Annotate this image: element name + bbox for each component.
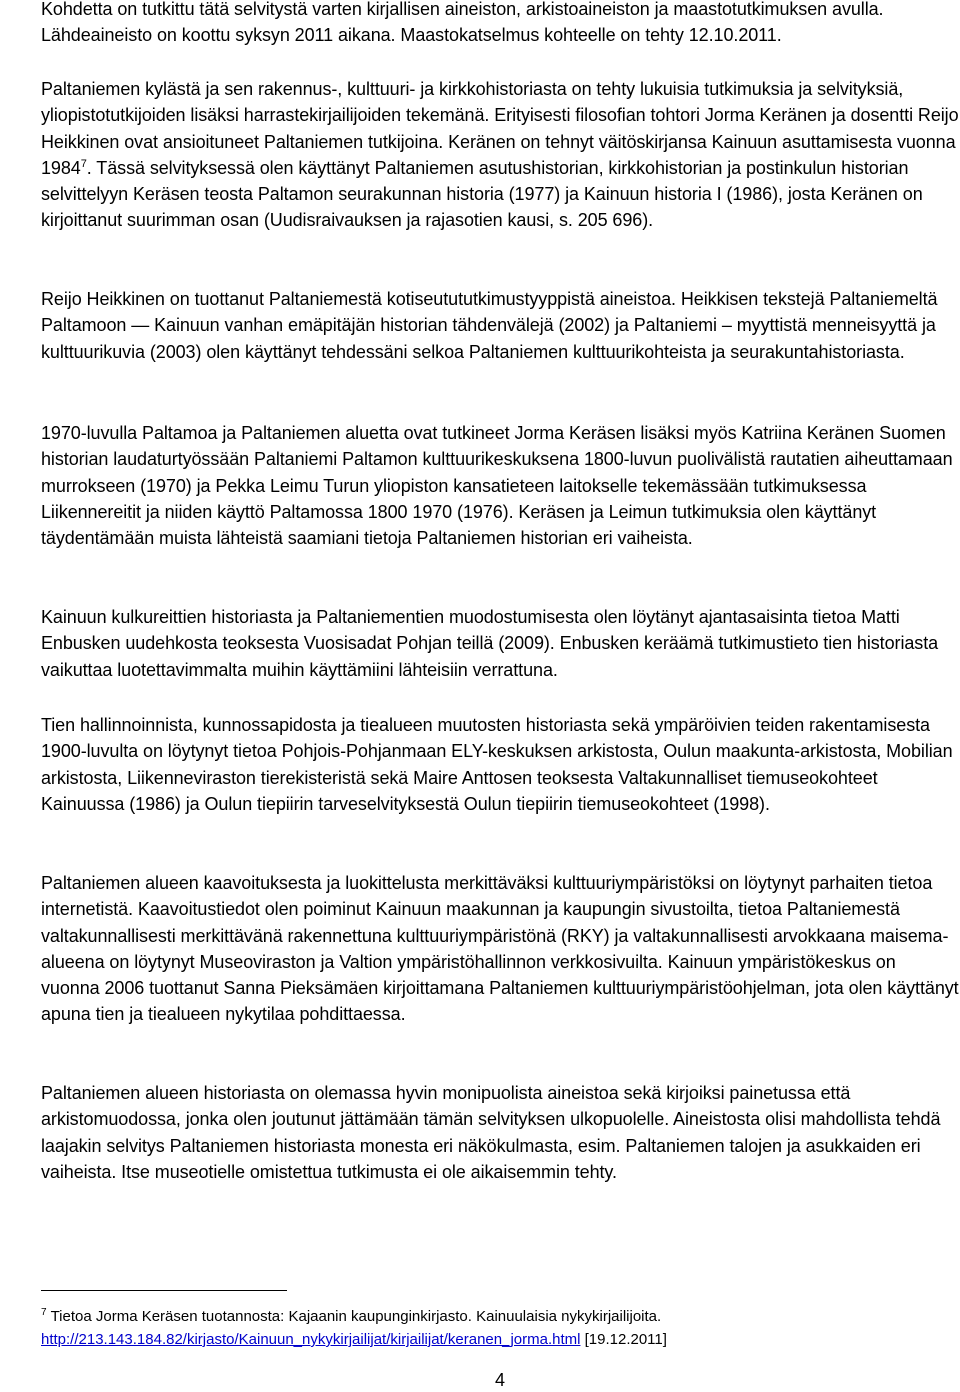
footnote-text: Tietoa Jorma Keräsen tuotannosta: Kajaanin kaupunginkirjasto. Kainuulaisia nykykirjailijoita. [50,1308,662,1325]
paragraph-1: Kohdetta on tutkittu tätä selvitystä varten kirjallisen aineiston, arkistoaineiston ja maastotutkimuksen avulla. Lähdeaineisto on koottu syksyn 2011 aikana. Maastokatselmus kohteelle on tehty 12.10.2011. [41,0,884,46]
paragraph-5: Kainuun kulkureittien historiasta ja Paltaniementien muodostumisesta olen löytänyt ajantasaisinta tietoa Matti Enbusken uudehkosta teoksesta Vuosisadat Pohjan teillä (2009). Enbusken keräämä tutkimustieto tien historiasta vaikuttaa luotettavimmalta muihin käyttämiini lähteisiin verrattuna. [41,607,939,680]
footnote-reference: 7 [80,157,87,170]
paragraph-2 [41,76,959,234]
footnote-link[interactable]: http://213.143.184.82/kirjasto/Kainuun_nykykirjailijat/kirjailijat/keranen_jorma.html [41,1331,581,1348]
footnote-line-2 [41,1328,959,1351]
paragraph-6: Tien hallinnoinnista, kunnossapidosta ja tiealueen muutosten historiasta sekä ympäröivien teiden rakentamisesta 1900-luvulta on löytynyt tietoa Pohjois-Pohjanmaan ELY-keskuksen arkistosta, Oulun maakunta-arkistosta, Mobilian arkistosta, Liikenneviraston tierekisteristä sekä Maire Anttosen teoksesta Valtakunnalliset tiemuseokohteet Kainuussa (1986) ja Oulun tiepiirin tarveselvityksestä Oulun tiepiirin tiemuseokohteet (1998). [41,715,953,814]
footnote [41,1305,959,1351]
paragraph-4: 1970-luvulla Paltamoa ja Paltaniemen aluetta ovat tutkineet Jorma Keräsen lisäksi myös Katriina Keränen Suomen historian laudaturtyössään Paltaniemi Paltamon kulttuurikeskuksena 1800-luvun puolivälistä rautatien aiheuttamaan murrokseen (1970) ja Pekka Leimu Turun yliopiston kansatieteen laitokselle tekemässään tutkimuksessa Liikennereitit ja niiden käyttö Paltamossa 1800 1970 (1976). Keräsen ja Leimun tutkimuksia olen käyttänyt täydentämään muista lähteistä saamiani tietoja Paltaniemen historian eri vaiheista. [41,423,953,549]
paragraph-2-text-b: . Tässä selvityksessä olen käyttänyt Paltaniemen asutushistorian, kirkkohistorian ja postinkulun historian selvittelyyn Keräsen teosta Paltamon seurakunnan historia (1977) ja Kainuun historia I (1986), josta Keränen on kirjoittanut suurimman osan (Uudisraivauksen ja rajasotien kausi, s. 205 696). [41,157,923,231]
paragraph-3: Reijo Heikkinen on tuottanut Paltaniemestä kotiseutututkimustyyppistä aineistoa. Heikkisen tekstejä Paltaniemeltä Paltamoon — Kainuun vanhan emäpitäjän historian tähdenvälejä (2002) ja Paltaniemi – myyttistä menneisyyttä ja kulttuurikuvia (2003) olen käyttänyt tehdessäni selkoa Paltaniemen kulttuurikohteista ja seurakuntahistoriasta. [41,289,938,362]
footnote-divider [41,1290,287,1291]
page-number: 4 [494,1370,505,1390]
paragraph-8: Paltaniemen alueen historiasta on olemassa hyvin monipuolista aineistoa sekä kirjoiksi painetussa että arkistomuodossa, jonka olen joutunut jättämään tämän selvityksen ulkopuolelle. Aineistosta olisi mahdollista tehdä laajakin selvitys Paltaniemen historiasta monesta eri näkökulmasta, esim. Paltaniemen talojen ja asukkaiden eri vaiheista. Itse museotielle omistettua tutkimusta ei ole aikaisemmin tehty. [41,1083,941,1182]
footnote-number: 7 [41,1307,47,1318]
footnote-date: [19.12.2011] [584,1331,667,1348]
footnote-line-1 [41,1305,959,1328]
paragraph-7: Paltaniemen alueen kaavoituksesta ja luokittelusta merkittäväksi kulttuuriympäristöksi on löytynyt parhaiten tietoa internetistä. Kaavoitustiedot olen poiminut Kainuun maakunnan ja kaupungin sivustoilta, tietoa Paltaniemestä valtakunnallisesti merkittävänä rakennettuna kulttuuriympäristönä (RKY) ja valtakunnallisesti arvokkaana maisema-alueena on löytynyt Museoviraston ja Valtion ympäristöhallinnon verkkosivuilta. Kainuun ympäristökeskus on vuonna 2006 tuottanut Sanna Pieksämäen kirjoittamana Paltaniemen kulttuuriympäristöohjelman, jota olen käyttänyt apuna tien ja tiealueen nykytilaa pohdittaessa. [41,873,959,1025]
paragraph-2-text-a: Paltaniemen kylästä ja sen rakennus-, kulttuuri- ja kirkkohistoriasta on tehty lukuisia tutkimuksia ja selvityksiä, yliopistotutkijoiden lisäksi harrastekirjailijoiden tekemänä. Erityisesti filosofian tohtori Jorma Keränen ja dosentti Reijo Heikkinen ovat ansioituneet Paltaniemen tutkijoina. Keränen on tehnyt väitöskirjansa Kainuun asuttamisesta vuonna 1984 [41,79,959,178]
